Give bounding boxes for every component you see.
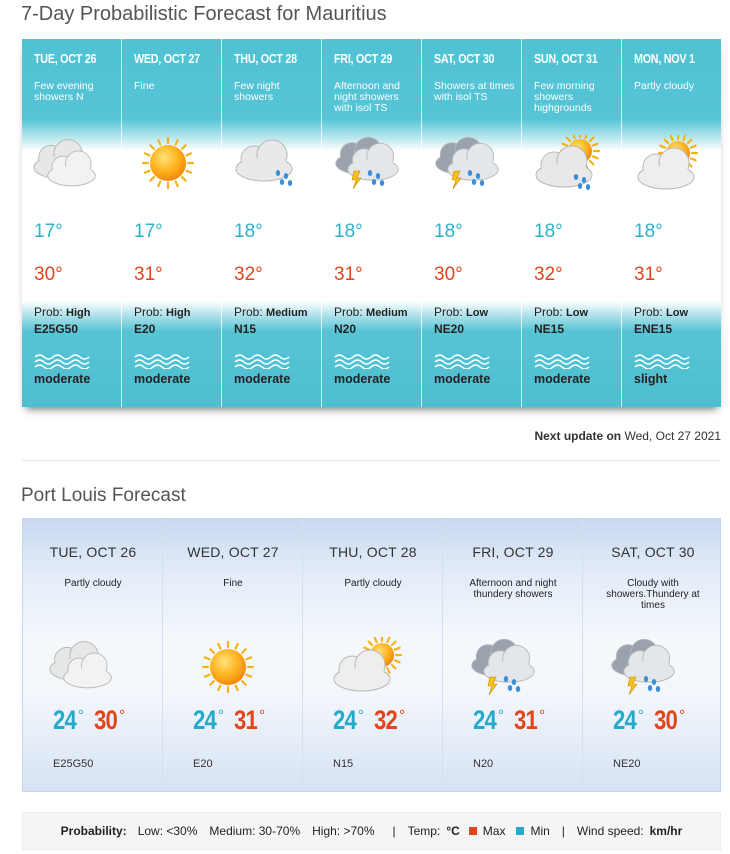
day-date: FRI, OCT 29 xyxy=(472,544,554,560)
sea-state: moderate xyxy=(434,372,491,386)
min-temperature: 17° xyxy=(134,221,163,242)
forecast-day-4 xyxy=(422,39,522,407)
probability-label: Prob: xyxy=(134,305,163,319)
port-louis-forecast-title: Port Louis Forecast xyxy=(21,485,186,506)
min-temperature: 24 xyxy=(333,705,356,735)
probability-value: High xyxy=(66,307,91,319)
sea-wave-icon xyxy=(334,353,392,369)
wind: E25G50 xyxy=(53,758,94,770)
cloud-rain-icon xyxy=(232,135,302,195)
sea-state: slight xyxy=(634,372,668,386)
degree-symbol: ° xyxy=(679,707,686,724)
day-description: Partly cloudy xyxy=(64,578,122,589)
wind: N20 xyxy=(473,758,494,770)
forecast-day-6 xyxy=(622,39,722,407)
port-louis-day-0 xyxy=(23,519,163,791)
day-description: Few evening showers N xyxy=(34,80,94,103)
day-description: Cloudy with showers.Thundery at times xyxy=(606,578,700,611)
max-temperature: 31 xyxy=(234,705,258,735)
day-date: TUE, OCT 26 xyxy=(34,52,97,66)
day-description: Showers at times with isol TS xyxy=(434,80,515,103)
min-temperature: 18° xyxy=(434,221,463,242)
legend-bar xyxy=(22,812,721,850)
sea-state: moderate xyxy=(234,372,291,386)
wind: N15 xyxy=(234,322,257,336)
legend-separator-2: | xyxy=(561,824,565,838)
temperatures xyxy=(613,705,685,736)
min-temperature: 17° xyxy=(34,221,63,242)
day-date: WED, OCT 27 xyxy=(187,544,279,560)
degree-symbol: ° xyxy=(218,707,225,724)
thunder-rain-icon xyxy=(468,637,548,701)
sea-wave-icon xyxy=(134,353,192,369)
min-swatch-icon xyxy=(516,827,524,835)
legend-temp-unit: °C xyxy=(446,824,460,838)
day-date: WED, OCT 27 xyxy=(134,52,200,66)
day-date: THU, OCT 28 xyxy=(234,52,297,66)
sea-state: moderate xyxy=(334,372,391,386)
port-louis-day-1 xyxy=(163,519,303,791)
degree-symbol: ° xyxy=(78,707,85,724)
probability xyxy=(634,305,688,319)
probability-label: Prob: xyxy=(434,305,463,319)
legend-min: Min xyxy=(530,824,550,838)
day-date: SUN, OCT 31 xyxy=(534,52,598,66)
probability-value: Low xyxy=(466,307,489,319)
temperatures xyxy=(333,705,405,736)
probability-value: High xyxy=(166,307,191,319)
sunny-icon xyxy=(188,637,268,701)
legend-separator: | xyxy=(392,824,396,838)
max-temperature: 31 xyxy=(514,705,538,735)
thunder-rain-icon xyxy=(432,135,502,195)
probability-label: Prob: xyxy=(334,305,363,319)
cloudy-icon xyxy=(32,135,102,195)
legend-probability-label: Probability: xyxy=(60,824,127,838)
sea-wave-icon xyxy=(634,353,692,369)
legend-low: Low: <30% xyxy=(137,824,198,838)
thunder-rain-icon xyxy=(332,135,402,195)
sea-state: moderate xyxy=(534,372,591,386)
day-date: SAT, OCT 30 xyxy=(434,52,495,66)
day-description: Few morning showers highgrounds xyxy=(534,80,595,114)
sun-cloud-rain-icon xyxy=(532,135,602,195)
probability-label: Prob: xyxy=(34,305,63,319)
wind: N15 xyxy=(333,758,354,770)
probability xyxy=(434,305,488,319)
day-description: Fine xyxy=(134,80,155,92)
port-louis-day-3 xyxy=(443,519,583,791)
max-temperature: 30 xyxy=(94,705,118,735)
max-temperature: 31° xyxy=(634,264,663,285)
wind: E25G50 xyxy=(34,322,79,336)
sea-wave-icon xyxy=(234,353,292,369)
probability-value: Low xyxy=(566,307,589,319)
day-date: MON, NOV 1 xyxy=(634,52,695,66)
day-description: Afternoon and night thundery showers xyxy=(469,578,557,600)
probability xyxy=(234,305,308,319)
probability xyxy=(34,305,90,319)
max-temperature: 30° xyxy=(34,264,63,285)
max-temperature: 32° xyxy=(234,264,263,285)
min-temperature: 24 xyxy=(193,705,216,735)
sunny-icon xyxy=(132,135,202,195)
probability xyxy=(134,305,190,319)
probability-value: Medium xyxy=(266,307,308,319)
wind: NE20 xyxy=(613,758,641,770)
temperatures xyxy=(473,705,545,736)
day-date: THU, OCT 28 xyxy=(329,544,417,560)
partly-cloudy-icon xyxy=(632,135,702,195)
divider xyxy=(22,460,721,461)
max-temperature: 32 xyxy=(374,705,398,735)
max-temperature: 31° xyxy=(134,264,163,285)
day-description: Partly cloudy xyxy=(344,578,402,589)
legend-high: High: >70% xyxy=(312,824,375,838)
min-temperature: 24 xyxy=(473,705,496,735)
degree-symbol: ° xyxy=(119,707,126,724)
min-temperature: 18° xyxy=(234,221,263,242)
min-temperature: 24 xyxy=(53,705,76,735)
wind: N20 xyxy=(334,322,357,336)
degree-symbol: ° xyxy=(358,707,365,724)
probability-value: Low xyxy=(666,307,689,319)
max-temperature: 32° xyxy=(534,264,563,285)
max-temperature: 31° xyxy=(334,264,363,285)
temperatures xyxy=(53,705,125,736)
port-louis-day-2 xyxy=(303,519,443,791)
probability-label: Prob: xyxy=(634,305,663,319)
legend-medium: Medium: 30-70% xyxy=(209,824,301,838)
legend-max: Max xyxy=(482,824,506,838)
degree-symbol: ° xyxy=(539,707,546,724)
sea-state: moderate xyxy=(134,372,191,386)
port-louis-day-4 xyxy=(583,519,723,791)
max-temperature: 30° xyxy=(434,264,463,285)
sea-wave-icon xyxy=(34,353,92,369)
day-date: SAT, OCT 30 xyxy=(611,544,695,560)
day-date: TUE, OCT 26 xyxy=(49,544,137,560)
wind: NE20 xyxy=(434,322,465,336)
day-description: Partly cloudy xyxy=(634,80,695,92)
forecast-day-3 xyxy=(322,39,422,407)
forecast-day-0 xyxy=(22,39,122,407)
partly-cloudy-icon xyxy=(328,637,408,701)
min-temperature: 24 xyxy=(613,705,636,735)
thunder-rain-icon xyxy=(608,637,688,701)
min-temperature: 18° xyxy=(534,221,563,242)
next-update-label: Next update on xyxy=(534,429,622,443)
probability-label: Prob: xyxy=(534,305,563,319)
min-temperature: 18° xyxy=(334,221,363,242)
day-description: Few night showers xyxy=(234,80,280,103)
max-swatch-icon xyxy=(469,827,477,835)
probability-label: Prob: xyxy=(234,305,263,319)
min-temperature: 18° xyxy=(634,221,663,242)
degree-symbol: ° xyxy=(399,707,406,724)
degree-symbol: ° xyxy=(498,707,505,724)
port-louis-forecast-panel xyxy=(22,518,721,792)
next-update xyxy=(534,429,721,443)
forecast-day-2 xyxy=(222,39,322,407)
day-date: FRI, OCT 29 xyxy=(334,52,393,66)
day-description: Fine xyxy=(223,578,243,589)
sea-state: moderate xyxy=(34,372,91,386)
probability xyxy=(534,305,588,319)
wind: ENE15 xyxy=(634,322,673,336)
forecast-day-1 xyxy=(122,39,222,407)
next-update-date: Wed, Oct 27 2021 xyxy=(624,429,721,443)
day-description: Afternoon and night showers with isol TS xyxy=(334,80,400,114)
temperatures xyxy=(193,705,265,736)
legend-wind-unit: km/hr xyxy=(649,824,683,838)
forecast-day-5 xyxy=(522,39,622,407)
sea-wave-icon xyxy=(434,353,492,369)
legend-temp-label: Temp: xyxy=(407,824,441,838)
wind: E20 xyxy=(193,758,213,770)
probability xyxy=(334,305,408,319)
degree-symbol: ° xyxy=(259,707,266,724)
mauritius-forecast-panel xyxy=(22,39,721,407)
probability-value: Medium xyxy=(366,307,408,319)
degree-symbol: ° xyxy=(638,707,645,724)
wind: NE15 xyxy=(534,322,565,336)
legend-wind-label: Wind speed: xyxy=(576,824,644,838)
wind: E20 xyxy=(134,322,156,336)
max-temperature: 30 xyxy=(654,705,678,735)
cloudy-icon xyxy=(48,637,128,701)
mauritius-forecast-title: 7-Day Probabilistic Forecast for Mauritius xyxy=(21,3,387,25)
sea-wave-icon xyxy=(534,353,592,369)
